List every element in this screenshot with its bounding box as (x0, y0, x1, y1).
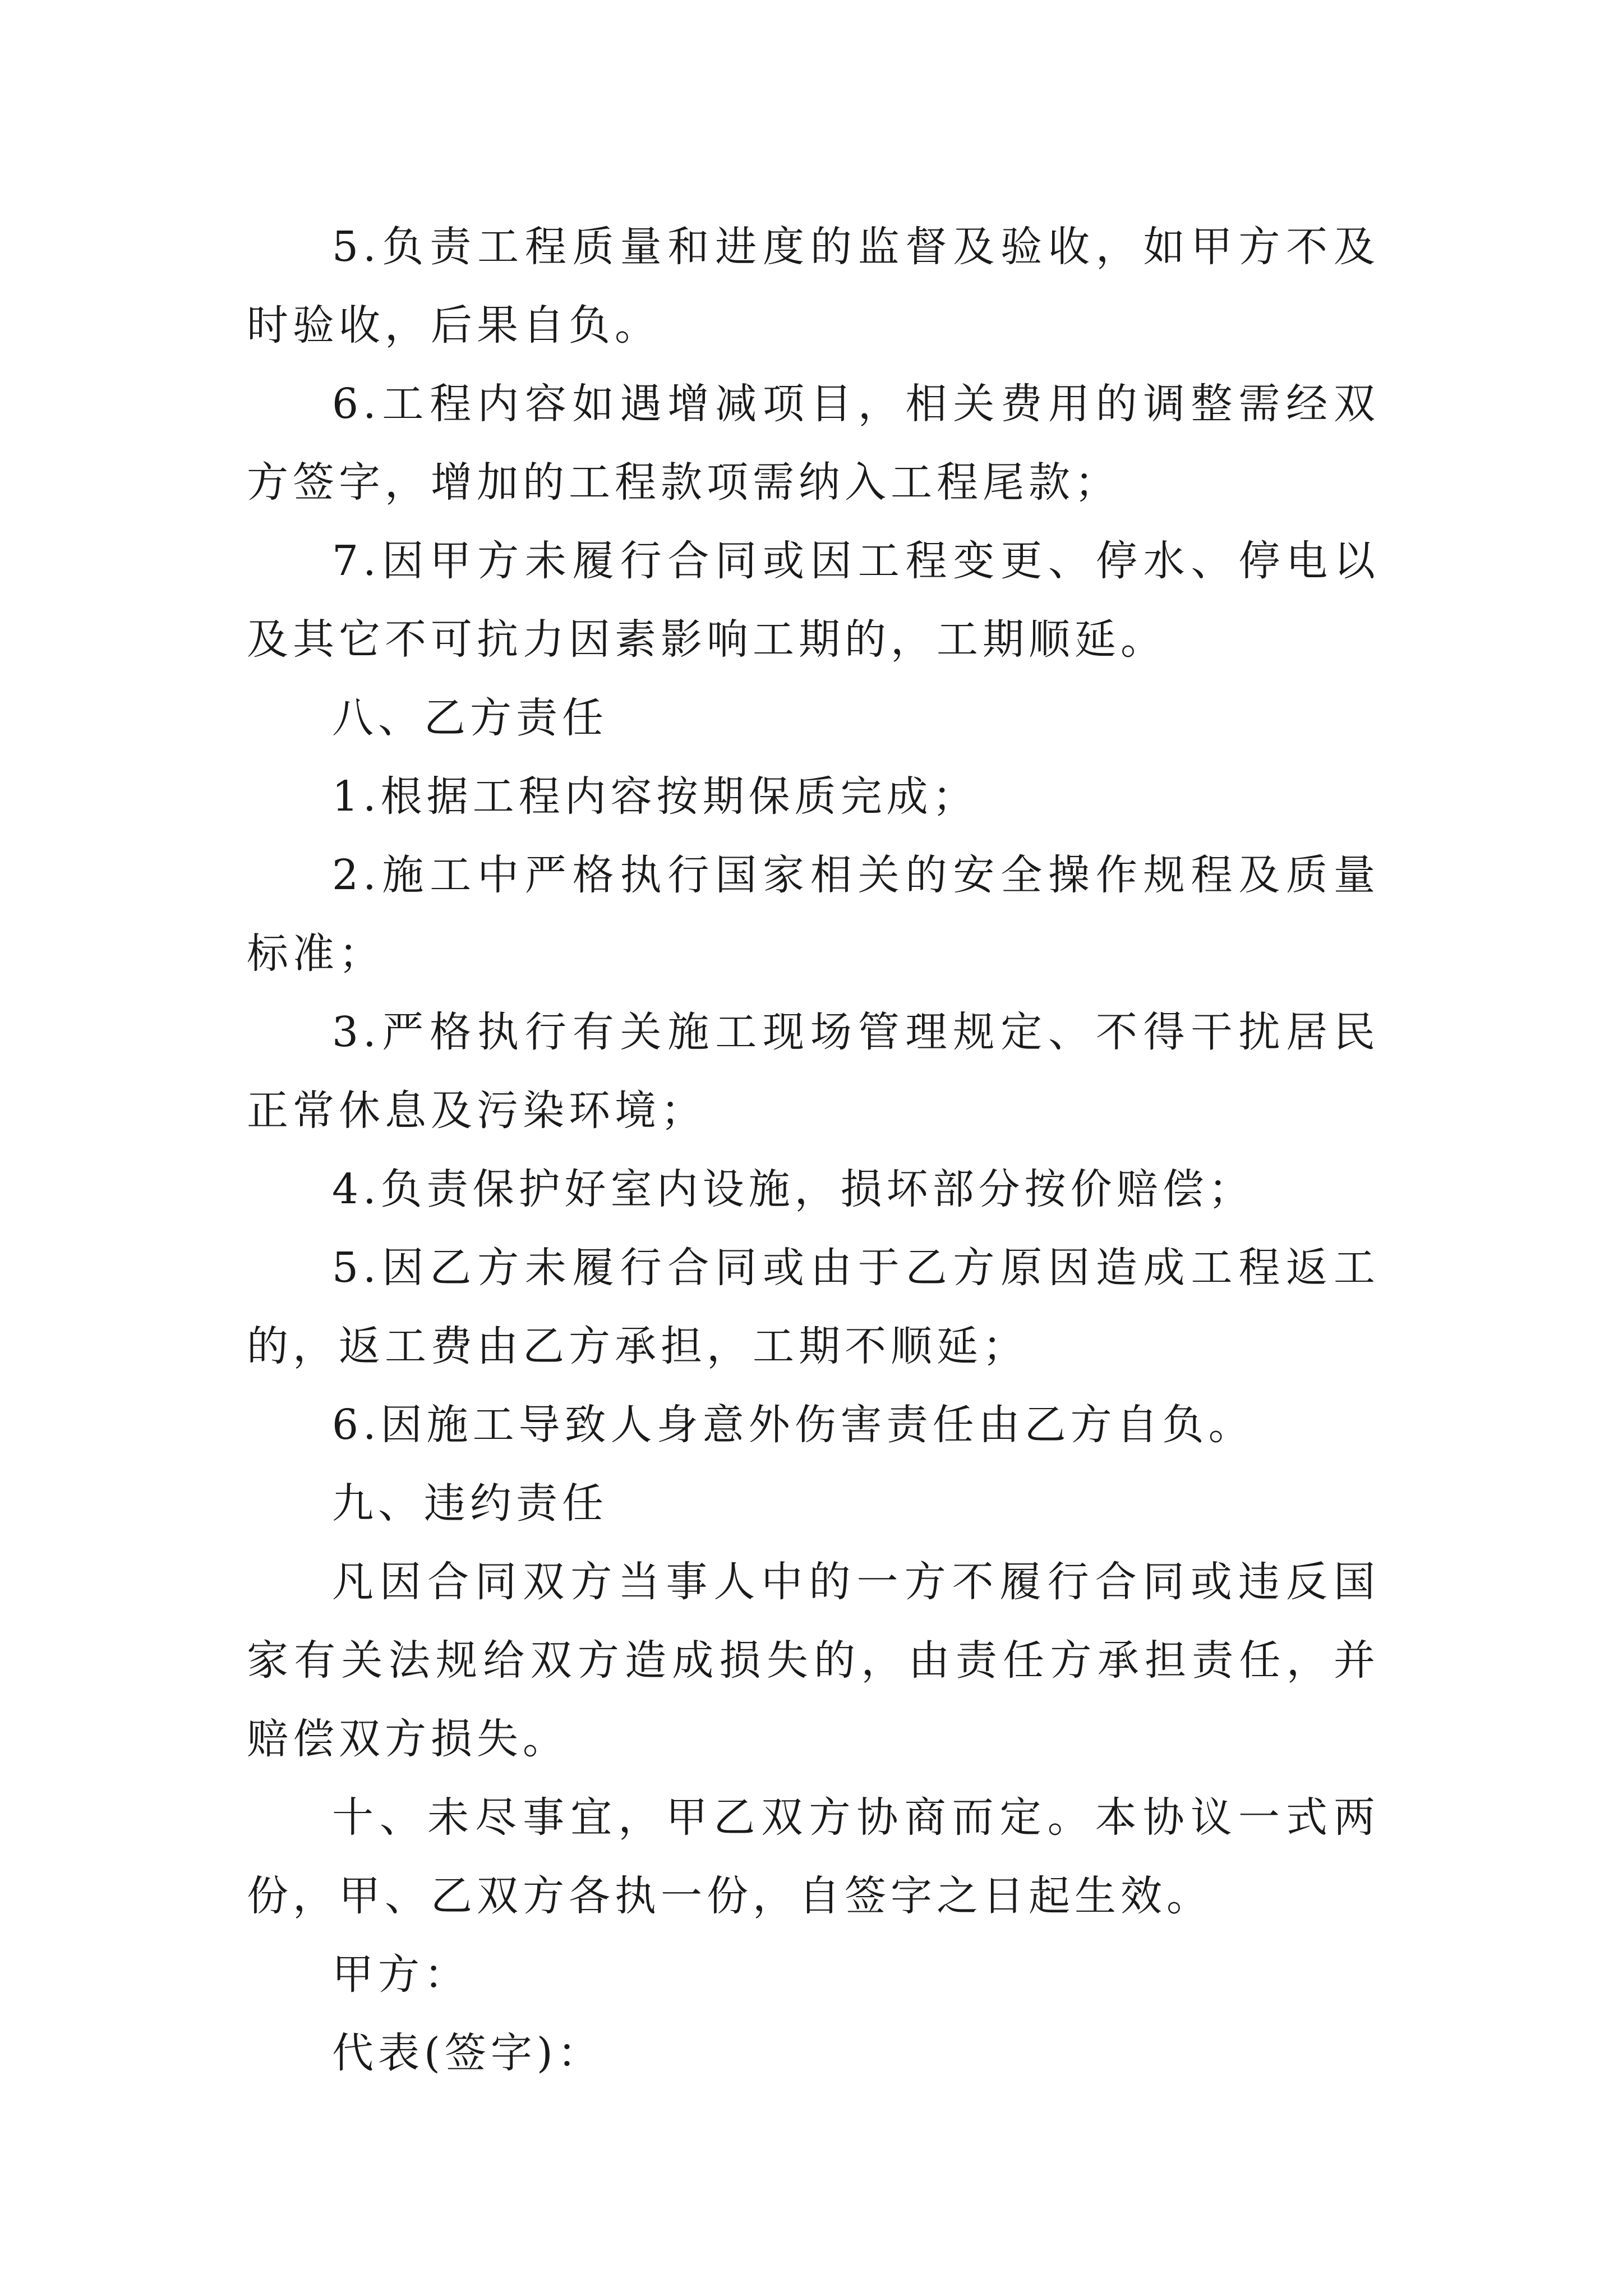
clause-jia-7: 7.因甲方未履行合同或因工程变更、停水、停电以及其它不可抗力因素影响工期的，工期顺延。 (247, 537, 1380, 664)
clause-yi-5: 5.因乙方未履行合同或由于乙方原因造成工程返工的，返工费由乙方承担，工期不顺延； (247, 1244, 1380, 1370)
clause-final-terms: 十、未尽事宜，甲乙双方协商而定。本协议一式两份，甲、乙双方各执一份，自签字之日起生效。 (247, 1793, 1380, 1920)
clause-yi-4: 4.负责保护好室内设施，损坏部分按价赔偿； (332, 1165, 1255, 1213)
clause-yi-3: 3.严格执行有关施工现场管理规定、不得干扰居民正常休息及污染环境； (247, 1008, 1380, 1135)
section-heading-breach: 九、违约责任 (332, 1479, 608, 1527)
document-body (247, 208, 1380, 2092)
clause-jia-6: 6.工程内容如遇增减项目，相关费用的调整需经双方签字，增加的工程款项需纳入工程尾款； (247, 380, 1380, 507)
clause-jia-5: 5.负责工程质量和进度的监督及验收，如甲方不及时验收，后果自负。 (247, 223, 1380, 349)
signature-party-a: 甲方： (332, 1950, 470, 1999)
clause-yi-2: 2.施工中严格执行国家相关的安全操作规程及质量标准； (247, 851, 1380, 978)
signature-representative: 代表(签字)： (332, 2029, 603, 2077)
clause-yi-1: 1.根据工程内容按期保质完成； (332, 772, 979, 821)
clause-yi-6: 6.因施工导致人身意外伤害责任由乙方自负。 (332, 1401, 1255, 1449)
clause-breach: 凡因合同双方当事人中的一方不履行合同或违反国家有关法规给双方造成损失的，由责任方承担责任，并赔偿双方损失。 (247, 1558, 1380, 1763)
section-heading-yi-responsibility: 八、乙方责任 (332, 694, 608, 742)
